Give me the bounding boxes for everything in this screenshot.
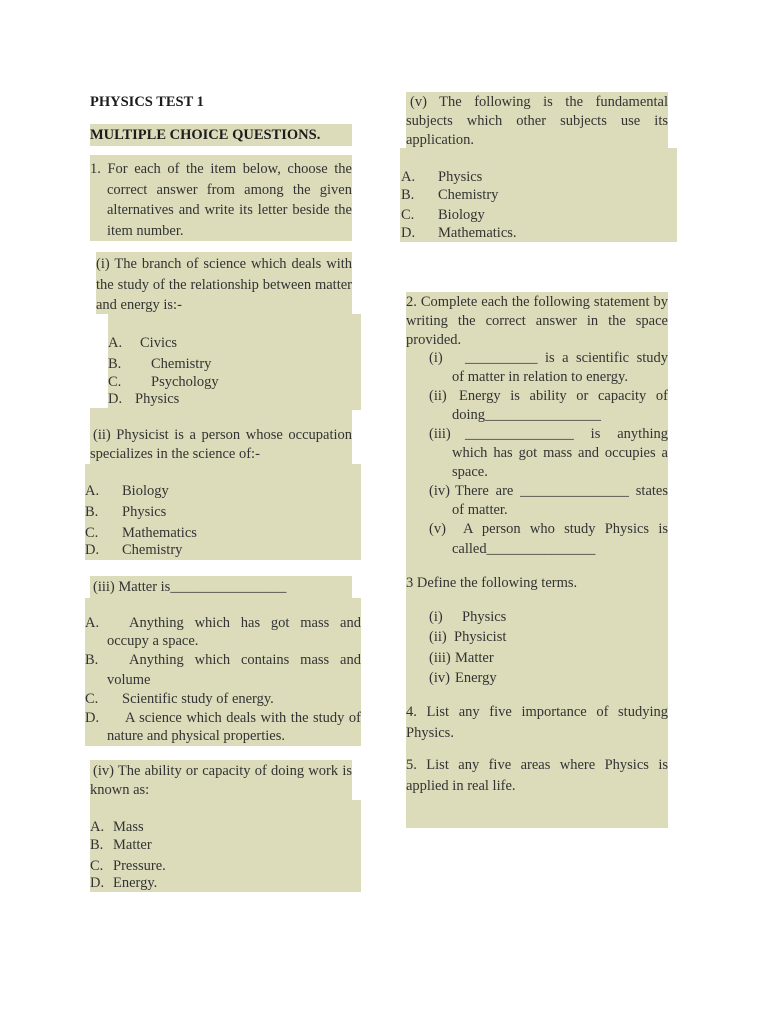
fill-blank-item [429, 349, 668, 387]
section-heading: MULTIPLE CHOICE QUESTIONS. [90, 127, 321, 143]
item-number: (i) [429, 350, 443, 366]
option-item [85, 503, 166, 521]
option-item [85, 524, 197, 542]
option-item [90, 836, 152, 854]
question-iii-prompt: (iii) Matter is________________ [93, 579, 287, 595]
option-text: Mathematics. [438, 225, 517, 241]
option-text: Chemistry [438, 187, 499, 203]
question-4: 4. List any five importance of studying Physics. [406, 704, 668, 741]
item-text: There are _______________ states of matter. [452, 483, 668, 518]
fill-blank-item [429, 387, 668, 425]
option-letter: B. [85, 504, 99, 520]
option-item [90, 874, 157, 892]
option-letter: B. [108, 356, 122, 372]
item-number: (iv) [429, 483, 450, 499]
term-item [429, 607, 506, 627]
option-item [108, 355, 211, 373]
option-letter: C. [401, 207, 415, 223]
option-item [108, 334, 177, 352]
option-letter: A. [401, 169, 416, 185]
option-text: Anything which contains mass and volume [107, 652, 361, 688]
item-number: (i) [429, 609, 443, 625]
option-text: Energy. [113, 875, 158, 891]
question-i-prompt: (i) The branch of science which deals with the study of the relationship between matter and energy is:- [96, 256, 352, 313]
item-text: _______________ is anything which has got mass and occupies a space. [452, 426, 668, 480]
item-text: Physics [462, 609, 507, 625]
option-item [85, 482, 169, 500]
option-letter: C. [90, 858, 104, 874]
option-letter: D. [401, 225, 416, 241]
option-letter: C. [85, 691, 99, 707]
option-text: Biology [122, 483, 169, 499]
item-text: Energy is ability or capacity of doing________________ [452, 388, 668, 423]
option-item [401, 206, 485, 224]
option-item [401, 186, 498, 204]
page-title: PHYSICS TEST 1 [90, 94, 204, 110]
question-ii-prompt: (ii) Physicist is a person whose occupation specializes in the science of:- [90, 427, 352, 462]
option-text: Matter [113, 837, 152, 853]
option-item [85, 690, 274, 708]
option-item [90, 818, 144, 836]
item-text: Energy [455, 670, 497, 686]
option-letter: B. [90, 837, 104, 853]
instruction-3: 3 Define the following terms. [406, 575, 578, 591]
option-item [85, 650, 361, 690]
option-item [401, 168, 482, 186]
option-letter: B. [85, 652, 99, 668]
option-text: Pressure. [113, 858, 166, 874]
option-item [85, 541, 182, 559]
option-text: Scientific study of energy. [122, 691, 274, 707]
option-text: Chemistry [151, 356, 212, 372]
item-number: (iii) [429, 426, 451, 442]
term-item [429, 648, 494, 668]
option-item [108, 390, 179, 408]
question-v-prompt: (v) The following is the fundamental subjects which other subjects use its application. [406, 94, 668, 148]
option-text: Civics [140, 335, 178, 351]
option-letter: D. [108, 391, 123, 407]
item-text: A person who study Physics is called_______________ [452, 521, 668, 557]
item-text: Physicist [454, 629, 507, 645]
item-text: __________ is a scientific study of matter in relation to energy. [452, 350, 668, 385]
option-text: Physics [438, 169, 483, 185]
question-iv-prompt: (iv) The ability or capacity of doing work is known as: [90, 763, 352, 798]
question-5: 5. List any five areas where Physics is applied in real life. [406, 757, 668, 794]
option-letter: C. [108, 374, 122, 390]
item-text: Matter [455, 650, 494, 666]
instruction-2: 2. Complete each the following statement by writing the correct answer in the space provided. [406, 294, 668, 348]
item-number: (v) [429, 521, 446, 537]
item-number: (iii) [429, 650, 451, 666]
option-letter: A. [90, 819, 105, 835]
instruction-1: 1. For each of the item below, choose the correct answer from among the given alternatives and write its letter beside the item number. [90, 161, 352, 239]
option-text: Mass [113, 819, 144, 835]
item-number: (iv) [429, 670, 450, 686]
option-text: A science which deals with the study of nature and physical properties. [107, 710, 361, 744]
option-text: Physics [135, 391, 180, 407]
item-number: (ii) [429, 629, 447, 645]
option-item [108, 373, 219, 391]
option-text: Biology [438, 207, 485, 223]
option-letter: D. [90, 875, 105, 891]
option-letter: A. [85, 615, 100, 631]
option-letter: A. [108, 335, 123, 351]
term-item [429, 627, 506, 647]
option-text: Chemistry [122, 542, 183, 558]
option-letter: C. [85, 525, 99, 541]
option-letter: D. [85, 710, 100, 726]
option-letter: D. [85, 542, 100, 558]
option-letter: A. [85, 483, 100, 499]
term-item [429, 668, 497, 688]
option-item [401, 224, 517, 242]
option-item [85, 614, 361, 650]
option-item [85, 709, 361, 745]
fill-blank-item [429, 519, 668, 559]
option-text: Physics [122, 504, 167, 520]
option-item [90, 857, 166, 875]
item-number: (ii) [429, 388, 447, 404]
fill-blank-item [429, 425, 668, 482]
option-text: Psychology [151, 374, 219, 390]
option-text: Mathematics [122, 525, 197, 541]
fill-blank-item [429, 482, 668, 520]
option-letter: B. [401, 187, 415, 203]
option-text: Anything which has got mass and occupy a space. [107, 615, 361, 649]
